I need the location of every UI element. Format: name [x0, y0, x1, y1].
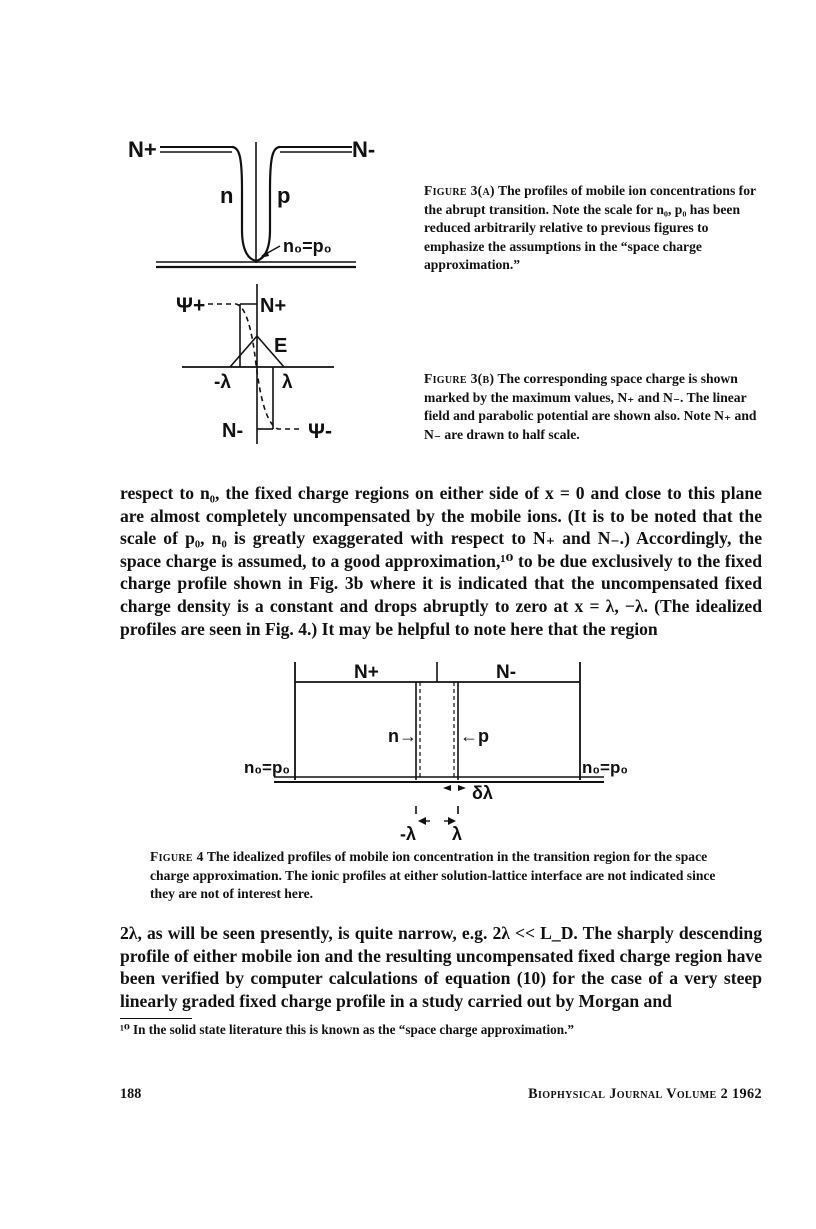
figure-3b-diagram	[150, 280, 360, 450]
journal-footer	[460, 1086, 762, 1103]
figure-4-caption-lead: Figure 4	[150, 849, 204, 864]
fig4-label-n0-p0-right: n₀=p₀	[582, 758, 629, 777]
fig4-label-minus-lambda: -λ	[400, 824, 417, 844]
body-paragraph-2-text: 2λ, as will be seen presently, is quite narrow, e.g. 2λ << L_D. The sharply descending profile of either mobile ion and the resulting uncompensated fixed charge region have been verified by computer calculations of equation (10) for the case of a very steep linearly graded fixed charge profile in a study carried out by Morgan and	[120, 923, 762, 1011]
page-number	[120, 1086, 141, 1103]
footnote	[120, 1022, 762, 1038]
fig3b-label-e: E	[274, 335, 288, 357]
body-paragraph-1	[120, 482, 762, 640]
figure-4-diagram	[240, 656, 640, 846]
figure-3b-caption	[424, 370, 762, 444]
fig3b-label-n-minus: N-	[222, 420, 244, 442]
figure-3b-caption-lead: Figure 3(b)	[424, 371, 495, 386]
fig3a-label-n-plus: N+	[128, 137, 157, 162]
fig4-label-n0-p0-left: n₀=p₀	[244, 758, 291, 777]
figure-3b-caption-text: The corresponding space charge is shown marked by the maximum values, N₊ and N₋. The linear field and parabolic potential are shown also. Note N₊ and N₋ are drawn to half scale.	[424, 371, 757, 442]
figure-4-caption	[150, 848, 732, 904]
fig3a-label-p: p	[277, 183, 291, 208]
fig4-label-p-arrow: ←p	[460, 726, 489, 746]
fig4-label-n-minus: N-	[496, 662, 517, 683]
fig3a-label-n: n	[220, 183, 234, 208]
fig3a-label-n-minus: N-	[352, 137, 376, 162]
fig4-label-n-arrow: n→	[388, 726, 417, 746]
fig4-label-lambda: λ	[452, 824, 463, 844]
body-paragraph-1-text: respect to n₀, the fixed charge regions on either side of x = 0 and close to this plane are almost completely uncompensated by the mobile ions. (It is to be noted that the scale of p₀, n₀ is greatly exaggerated with respect to N₊ and N₋.) Accordingly, the space charge is assumed, to a good approximation,¹⁰ to be due exclusively to the fixed charge profile shown in Fig. 3b where it is indicated that the uncompensated fixed charge density is a constant and drops abruptly to zero at x = λ, −λ. (The idealized profiles are seen in Fig. 4.) It may be helpful to note here that the region	[120, 483, 762, 639]
figure-3a-diagram	[120, 130, 390, 275]
figure-4-caption-text: The idealized profiles of mobile ion concentration in the transition region for the space charge approximation. The ionic profiles at either solution-lattice interface are not indicated since they are not of interest here.	[150, 849, 716, 901]
figure-3a-caption-text: The profiles of mobile ion concentrations for the abrupt transition. Note the scale for n₀, p₀ has been reduced arbitrarily relative to previous figures to emphasize the assumptions in the “space charge approximation.”	[424, 183, 756, 272]
fig4-label-delta-lambda: δλ	[472, 783, 493, 803]
fig3b-label-n-plus: N+	[260, 295, 287, 317]
figure-3a-caption-lead: Figure 3(a)	[424, 183, 495, 198]
fig3b-label-psi-plus: Ψ+	[176, 294, 206, 317]
footnote-text: ¹⁰ In the solid state literature this is known as the “space charge approximation.”	[120, 1022, 574, 1037]
fig3b-label-minus-lambda: -λ	[214, 372, 231, 393]
fig3b-label-psi-minus: Ψ-	[308, 420, 332, 443]
page-number-text: 188	[120, 1086, 142, 1102]
figure-3a-caption	[424, 182, 762, 275]
fig4-label-n-plus: N+	[354, 662, 379, 683]
fig3a-label-n0-p0: n₀=p₀	[283, 236, 332, 256]
journal-footer-text: Biophysical Journal Volume 2 1962	[528, 1086, 762, 1102]
footnote-rule	[120, 1018, 192, 1019]
body-paragraph-2	[120, 922, 762, 1012]
fig3b-label-lambda: λ	[282, 372, 293, 393]
